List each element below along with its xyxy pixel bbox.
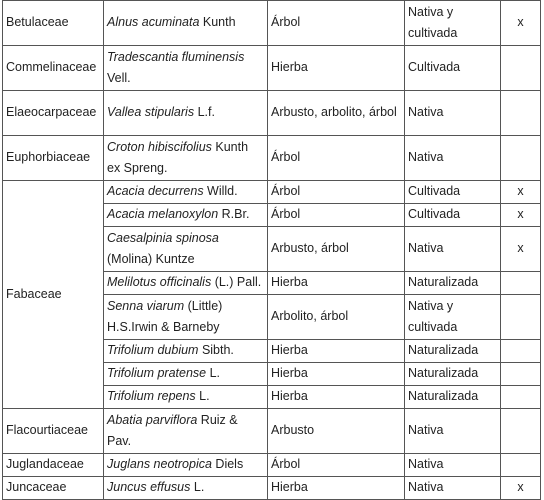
family-cell: Commelinaceae xyxy=(3,46,104,91)
family-cell: Juglandaceae xyxy=(3,454,104,477)
mark-cell xyxy=(501,386,541,409)
species-cell xyxy=(104,477,268,500)
habit-cell: Hierba xyxy=(268,363,405,386)
table-row xyxy=(3,181,541,204)
mark-cell: x xyxy=(501,227,541,272)
family-cell: Juncaceae xyxy=(3,477,104,500)
table-row xyxy=(3,136,541,181)
species-name: Trifolium dubium xyxy=(107,343,199,358)
species-author: R.Br. xyxy=(218,207,250,222)
table-row xyxy=(3,46,541,91)
status-cell: Nativa y cultivada xyxy=(405,1,501,46)
habit-cell: Hierba xyxy=(268,386,405,409)
mark-cell xyxy=(501,272,541,295)
species-cell xyxy=(104,136,268,181)
mark-cell: x xyxy=(501,204,541,227)
status-cell: Nativa xyxy=(405,136,501,181)
species-name: Acacia decurrens xyxy=(107,184,204,199)
family-cell: Betulaceae xyxy=(3,1,104,46)
mark-cell xyxy=(501,409,541,454)
species-cell xyxy=(104,409,268,454)
status-cell: Nativa xyxy=(405,409,501,454)
status-cell: Nativa y cultivada xyxy=(405,295,501,340)
species-name: Vallea stipularis xyxy=(107,105,195,120)
species-author: L. xyxy=(206,366,221,381)
species-author: Willd. xyxy=(203,184,238,199)
species-author: Vell. xyxy=(107,71,131,85)
habit-cell: Arbusto xyxy=(268,409,405,454)
species-cell xyxy=(104,181,268,204)
species-author: (Little) H.S.Irwin & Barneby xyxy=(107,298,223,334)
species-name: Melilotus officinalis xyxy=(107,275,212,290)
species-name: Tradescantia fluminensis xyxy=(107,49,245,64)
mark-cell: x xyxy=(501,1,541,46)
family-cell: Euphorbiaceae xyxy=(3,136,104,181)
table-row xyxy=(3,477,541,500)
species-cell xyxy=(104,272,268,295)
mark-cell xyxy=(501,136,541,181)
species-author: Diels xyxy=(211,457,244,472)
mark-cell xyxy=(501,295,541,340)
status-cell: Cultivada xyxy=(405,181,501,204)
species-cell xyxy=(104,91,268,136)
mark-cell xyxy=(501,91,541,136)
species-cell xyxy=(104,295,268,340)
habit-cell: Hierba xyxy=(268,340,405,363)
species-author: Ruiz & Pav. xyxy=(107,412,238,448)
species-name: Croton hibiscifolius xyxy=(107,139,212,154)
family-cell: Flacourtiaceae xyxy=(3,409,104,454)
habit-cell: Árbol xyxy=(268,1,405,46)
species-name: Alnus acuminata xyxy=(107,15,200,30)
mark-cell xyxy=(501,454,541,477)
status-cell: Cultivada xyxy=(405,46,501,91)
species-cell xyxy=(104,340,268,363)
table-row xyxy=(3,1,541,46)
status-cell: Nativa xyxy=(405,454,501,477)
species-author: (L.) Pall. xyxy=(211,275,262,290)
species-name: Senna viarum xyxy=(107,298,185,313)
family-cell: Fabaceae xyxy=(3,181,104,409)
status-cell: Naturalizada xyxy=(405,363,501,386)
habit-cell: Árbol xyxy=(268,204,405,227)
species-author: Sibth. xyxy=(198,343,234,358)
status-cell: Nativa xyxy=(405,227,501,272)
mark-cell xyxy=(501,340,541,363)
mark-cell: x xyxy=(501,477,541,500)
table-row xyxy=(3,454,541,477)
species-name: Trifolium repens xyxy=(107,389,196,404)
habit-cell: Arbolito, árbol xyxy=(268,295,405,340)
species-cell xyxy=(104,227,268,272)
species-author: Kunth ex Spreng. xyxy=(107,139,249,175)
species-author: Kunth xyxy=(199,15,236,30)
status-cell: Naturalizada xyxy=(405,272,501,295)
species-cell xyxy=(104,386,268,409)
species-name: Abatia parviflora xyxy=(107,412,198,427)
species-name: Acacia melanoxylon xyxy=(107,207,219,222)
status-cell: Naturalizada xyxy=(405,340,501,363)
species-cell xyxy=(104,1,268,46)
habit-cell: Arbusto, arbolito, árbol xyxy=(268,91,405,136)
mark-cell xyxy=(501,46,541,91)
species-author: (Molina) Kuntze xyxy=(107,252,195,266)
mark-cell: x xyxy=(501,181,541,204)
habit-cell: Árbol xyxy=(268,181,405,204)
habit-cell: Hierba xyxy=(268,272,405,295)
species-author: L. xyxy=(195,389,210,404)
habit-cell: Árbol xyxy=(268,454,405,477)
habit-cell: Arbusto, árbol xyxy=(268,227,405,272)
table-row xyxy=(3,91,541,136)
species-cell xyxy=(104,46,268,91)
mark-cell xyxy=(501,363,541,386)
species-table xyxy=(2,0,541,500)
status-cell: Nativa xyxy=(405,91,501,136)
status-cell: Naturalizada xyxy=(405,386,501,409)
family-cell: Elaeocarpaceae xyxy=(3,91,104,136)
habit-cell: Hierba xyxy=(268,477,405,500)
species-name: Trifolium pratense xyxy=(107,366,207,381)
table-row xyxy=(3,409,541,454)
habit-cell: Árbol xyxy=(268,136,405,181)
species-name: Caesalpinia spinosa xyxy=(107,230,219,245)
species-cell xyxy=(104,363,268,386)
species-cell xyxy=(104,454,268,477)
species-cell xyxy=(104,204,268,227)
status-cell: Cultivada xyxy=(405,204,501,227)
habit-cell: Hierba xyxy=(268,46,405,91)
species-author: L. xyxy=(190,480,205,495)
species-name: Juglans neotropica xyxy=(107,457,212,472)
species-author: L.f. xyxy=(194,105,215,120)
species-name: Juncus effusus xyxy=(107,480,191,495)
status-cell: Nativa xyxy=(405,477,501,500)
